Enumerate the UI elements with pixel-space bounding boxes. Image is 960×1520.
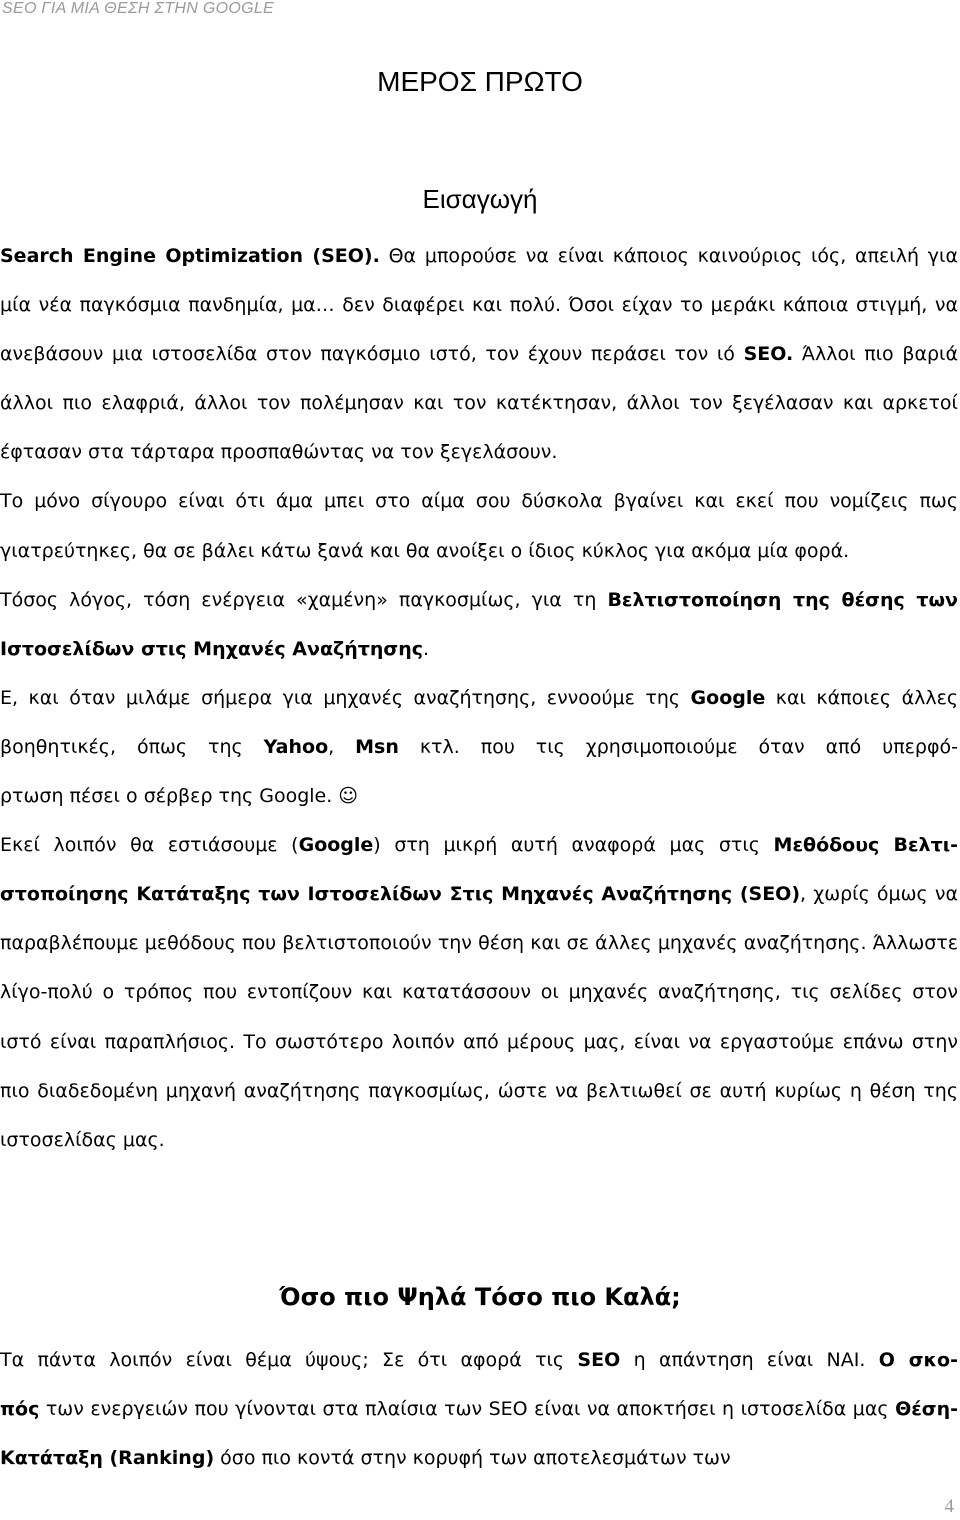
- running-header: SEO ΓΙΑ ΜΙΑ ΘΕΣΗ ΣΤΗΝ GOOGLE: [2, 0, 275, 17]
- intro-body: [0, 232, 958, 1165]
- page-number: 4: [944, 1496, 954, 1517]
- paragraph-1: Search Engine Optimization (SEO). Θα μπορούσε να είναι κάποιος καινούριος ιός, απειλή για μία νέα παγκόσμια πανδημία, μα… δεν διαφέρει και πολύ. Όσοι είχαν το μεράκι κάποια στιγμή, να ανεβάσουν μια ιστοσελίδα στον παγκόσμιο ιστό, τον έχουν περάσει τον ιό SEO. Άλλοι πιο βαριά άλλοι πιο ελαφριά, άλλοι τον πολέμησαν και τον κατέκτησαν, άλλοι τον ξεγέλασαν και αρκετοί έφτασαν στα τάρταρα προσπαθώντας να τον ξεγελάσουν.: [0, 245, 958, 464]
- paragraph-6: Τα πάντα λοιπόν είναι θέμα ύψους; Σε ότι αφορά τις SEO η απάντηση είναι ΝΑΙ. Ο σκο- πός των ενεργειών που γίνονται στα πλαίσια των SEO είναι να αποκτήσει η ιστοσελίδα μας Θέση-Κατάταξη (Ranking) όσο πιο κοντά στην κορυφή των αποτελεσμάτων των: [0, 1349, 958, 1470]
- paragraph-3: Τόσος λόγος, τόση ενέργεια «χαμένη» παγκοσμίως, για τη Βελτιστοποίηση της θέσης των Ιστοσελίδων στις Μηχανές Αναζήτησης.: [0, 588, 958, 660]
- paragraph-4: Ε, και όταν μιλάμε σήμερα για μηχανές αναζήτησης, εννοούμε της Google και κάποιες άλλες βοηθητικές, όπως της Yahoo, Msn κτλ. που τις χρησιμοποιούμε όταν από υπερφό- ρτωση πέσει ο σέρβερ της Google. ☺: [0, 686, 958, 808]
- seo-term: Search Engine Optimization (SEO).: [0, 245, 380, 267]
- section-body: [0, 1336, 958, 1483]
- paragraph-2: Το μόνο σίγουρο είναι ότι άμα μπει στο αίμα σου δύσκολα βγαίνει και εκεί που νομίζεις πως γιατρεύτηκες, θα σε βάλει κάτω ξανά και θα ανοίξει ο ίδιος κύκλος για ακόμα μία φορά.: [0, 490, 958, 562]
- section-heading: Όσο πιο Ψηλά Τόσο πιο Καλά;: [279, 1283, 681, 1311]
- part-title: ΜΕΡΟΣ ΠΡΩΤΟ: [377, 66, 583, 97]
- paragraph-5: Εκεί λοιπόν θα εστιάσουμε (Google) στη μικρή αυτή αναφορά μας στις Μεθόδους Βελτι- στοποίησης Κατάταξης των Ιστοσελίδων Στις Μηχανές Αναζήτησης (SEO), χωρίς όμως να παραβλέπουμε μεθόδους που βελτιστοποιούν την θέση και σε άλλες μηχανές αναζήτησης. Άλλωστε λίγο-πολύ ο τρόπος που εντοπίζουν και κατατάσσουν οι μηχανές αναζήτησης, τις σελίδες στον ιστό είναι παραπλήσιος. Το σωστότερο λοιπόν από μέρους μας, είναι να εργαστούμε επάνω στην πιο διαδεδομένη μηχανή αναζήτησης παγκοσμίως, ώστε να βελτιωθεί σε αυτή κυρίως η θέση της ιστοσελίδας μας.: [0, 834, 958, 1151]
- intro-heading: Εισαγωγή: [422, 184, 538, 214]
